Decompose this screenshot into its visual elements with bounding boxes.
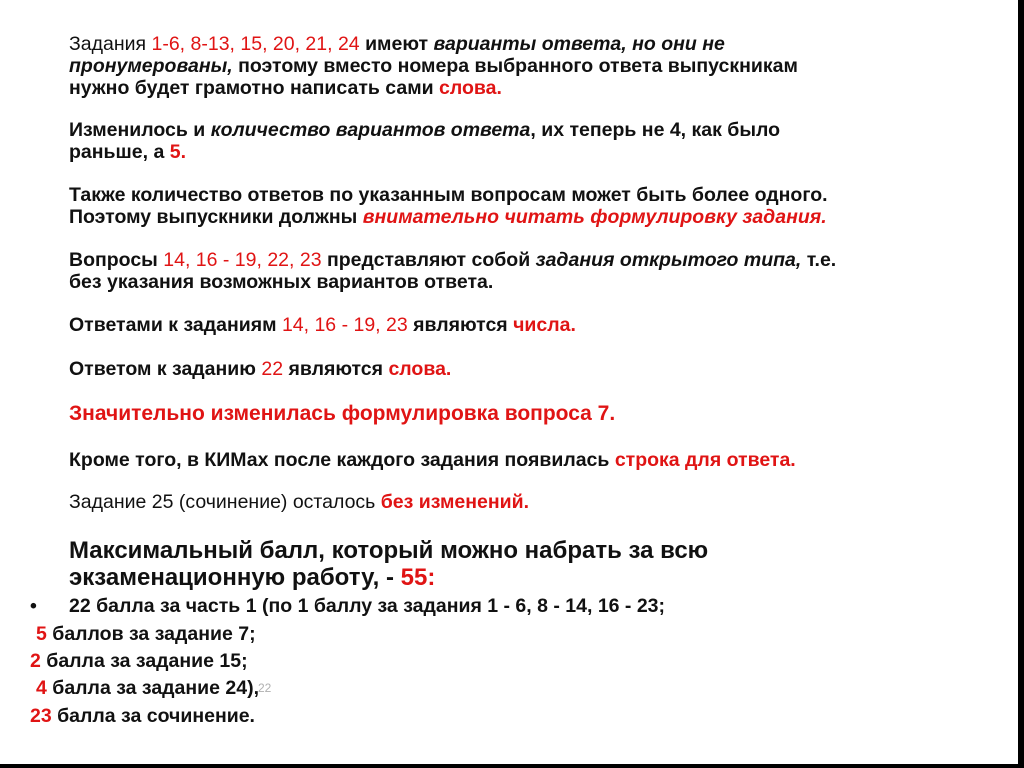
text: балла за задание 24), (46, 677, 260, 699)
paragraph-numeric-answers (69, 314, 576, 336)
highlight-task-numbers: 22 (261, 358, 284, 380)
highlight-words: числа. (513, 314, 576, 336)
text: нужно будет грамотно написать сами (69, 77, 440, 99)
list-item (36, 677, 259, 699)
paragraph-question-7 (69, 402, 615, 426)
paragraph-answer-options (69, 33, 798, 99)
list-item (30, 650, 248, 672)
paragraph-open-questions (69, 249, 836, 293)
highlight-number: 23 (30, 705, 52, 727)
highlight-number: 4 (36, 677, 47, 699)
highlight-words: слова. (439, 77, 502, 99)
text: , их теперь не 4, как было (530, 119, 781, 141)
text: без указания возможных вариантов ответа. (69, 271, 494, 293)
text: представляют собой (321, 249, 536, 271)
highlight-task-numbers: 14, 16 - 19, 22, 23 (163, 249, 322, 271)
paragraph-answer-line (69, 449, 796, 471)
text: Поэтому выпускники должны (69, 206, 363, 228)
text: Изменилось и (69, 119, 211, 141)
text: Также количество ответов по указанным вопросам может быть более одного. (69, 184, 828, 206)
italic-text: задания открытого типа, (535, 249, 802, 271)
slide-border-right (1018, 0, 1024, 768)
highlight-words: слова. (388, 358, 452, 380)
text: Ответом к заданию (69, 358, 262, 380)
paragraph-essay (69, 491, 529, 513)
text: Задание 25 (сочинение) осталось (69, 491, 381, 513)
text: являются (283, 358, 389, 380)
text: раньше, а (69, 141, 170, 163)
highlight-score: 55: (400, 564, 436, 591)
text: поэтому вместо номера выбранного ответа выпускникам (232, 55, 798, 77)
paragraph-multiple-answers (69, 184, 828, 228)
slide-border-bottom (0, 764, 1024, 768)
highlight-words: строка для ответа. (614, 449, 796, 471)
ghost-text: 22 (258, 681, 272, 695)
list-item (36, 623, 256, 645)
text: баллов за задание 7; (46, 623, 256, 645)
paragraph-option-count (69, 119, 780, 163)
highlight-task-numbers: 1-6, 8-13, 15, 20, 21, 24 (151, 33, 360, 55)
text: балла за задание 15; (40, 650, 248, 672)
text: балла за сочинение. (51, 705, 255, 727)
list-item (30, 705, 255, 727)
highlight-task-numbers: 14, 16 - 19, 23 (281, 314, 408, 336)
text: Максимальный балл, который можно набрать за всю (69, 537, 709, 564)
list-item: 22 балла за часть 1 (по 1 баллу за задания 1 - 6, 8 - 14, 16 - 23; (69, 595, 666, 617)
text: т.е. (801, 249, 837, 271)
highlight-number: 5. (169, 141, 186, 163)
text: Кроме того, в КИМах после каждого задания появилась (69, 449, 615, 471)
highlight-text: Значительно изменилась формулировка вопроса 7. (69, 402, 616, 425)
text: Ответами к заданиям (69, 314, 282, 336)
highlight-number: 2 (30, 650, 41, 672)
bullet-icon: • (30, 595, 37, 617)
paragraph-word-answers (69, 358, 451, 380)
text: Вопросы (69, 249, 164, 271)
highlight-italic: внимательно читать формулировку задания. (362, 206, 827, 228)
text: являются (407, 314, 514, 336)
text: имеют (359, 33, 434, 55)
text: Задания (69, 33, 152, 55)
paragraph-max-score (69, 537, 708, 591)
italic-text: варианты ответа, но они не (433, 33, 725, 55)
italic-text: количество вариантов ответа (210, 119, 531, 141)
highlight-number: 5 (36, 623, 47, 645)
highlight-words: без изменений. (380, 491, 530, 513)
italic-text: пронумерованы, (69, 55, 233, 77)
text: экзаменационную работу, - (69, 564, 401, 591)
